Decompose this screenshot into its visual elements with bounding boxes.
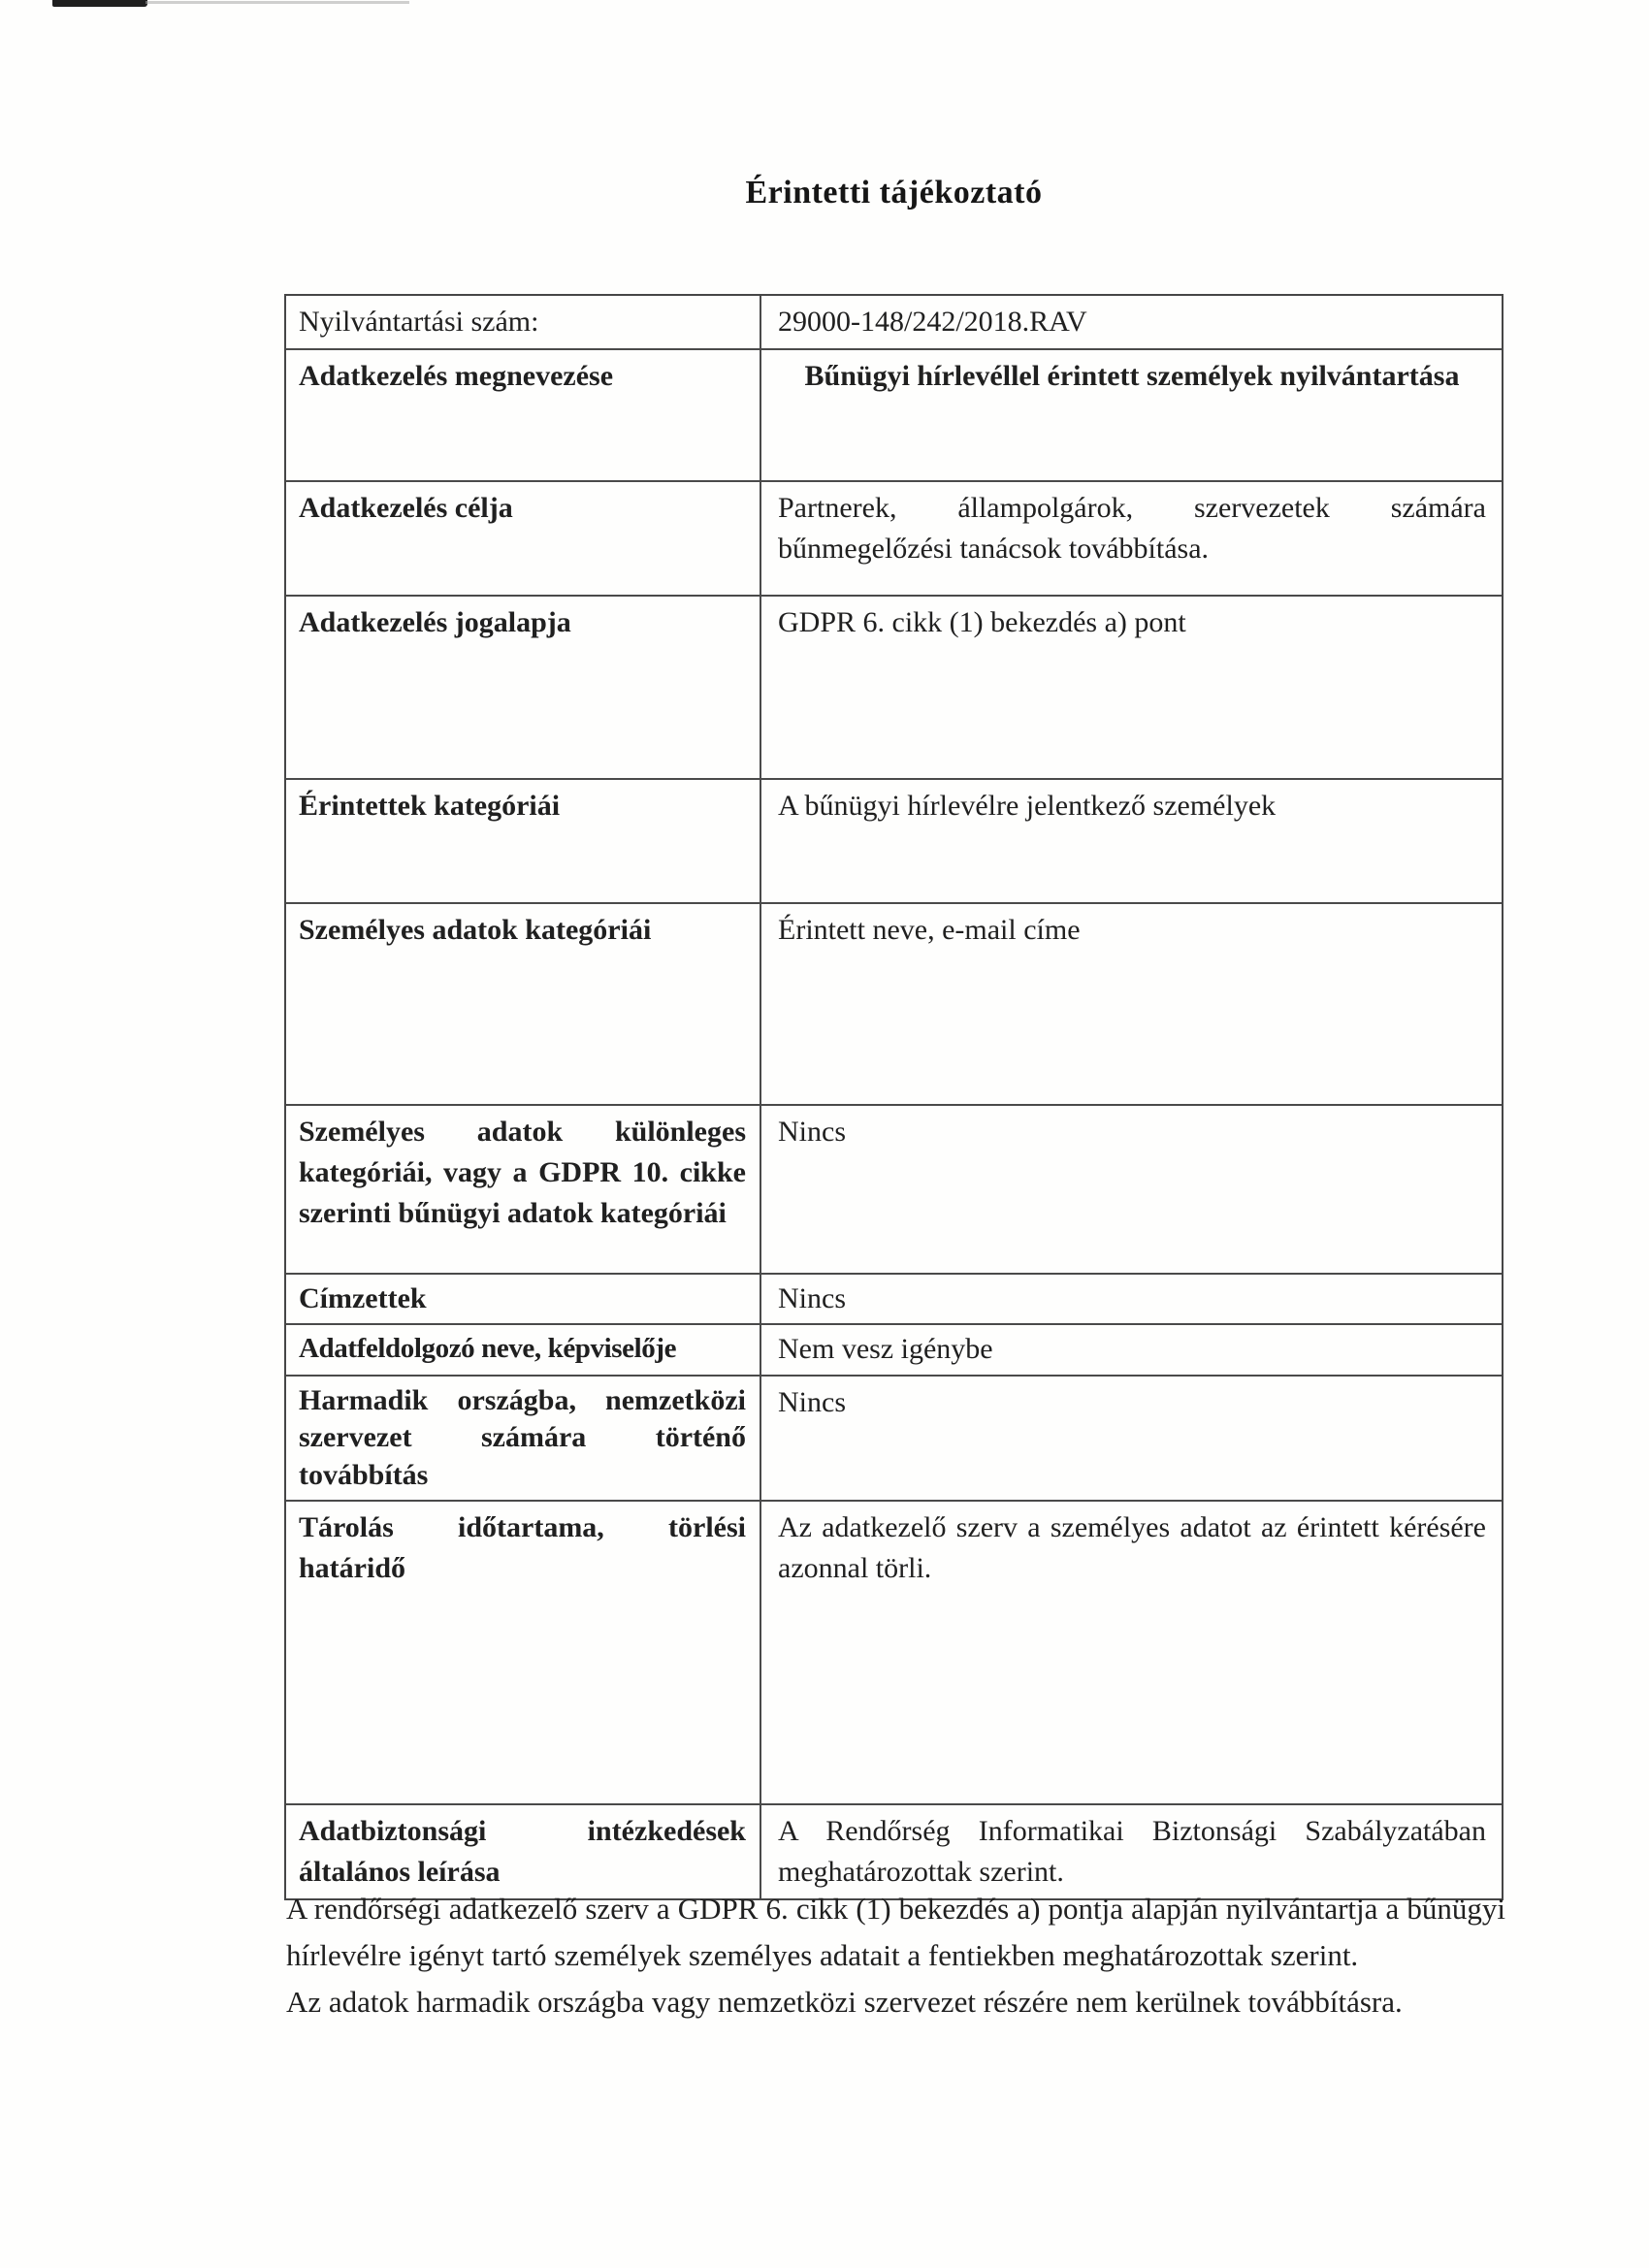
row-label-special-data-categories: Személyes adatok különleges kategóriái, vagy a GDPR 10. cikke szerinti bűnügyi adatok kategóriái (286, 1106, 761, 1273)
row-label-recipients: Címzettek (286, 1275, 761, 1323)
row-value-data-subject-categories: A bűnügyi hírlevélre jelentkező személyek (778, 790, 1277, 822)
row-label-processing-purpose: Adatkezelés célja (286, 482, 761, 595)
document-title: Érintetti tájékoztató (745, 175, 1043, 211)
row-value-processing-purpose: Partnerek, állampolgárok, szervezetek számára bűnmegelőzési tanácsok továbbítása. (778, 492, 1486, 565)
closing-paragraph-no-transfer: Az adatok harmadik országba vagy nemzetközi szervezet részére nem kerülnek továbbításra. (286, 1985, 1403, 2020)
table-row-third-country-transfer (286, 1377, 1502, 1502)
row-value-data-processor: Nem vesz igénybe (778, 1333, 993, 1366)
table-row-legal-basis (286, 597, 1502, 780)
table-row-registration-number (286, 296, 1502, 350)
gdpr-info-table (284, 294, 1504, 1900)
row-value-processing-name: Bűnügyi hírlevéllel érintett személyek nyilvántartása (804, 360, 1460, 392)
row-value-storage-period: Az adatkezelő szerv a személyes adatot az érintett kérésére azonnal törli. (778, 1510, 1486, 1584)
row-label-data-processor: Adatfeldolgozó neve, képviselője (286, 1325, 761, 1374)
closing-paragraph-registration: A rendőrségi adatkezelő szerv a GDPR 6. cikk (1) bekezdés a) pontja alapján nyilvántartja a bűnügyi hírlevélre igényt tartó személyek személyes adatait a fentiekben meghatározottak szerint. (286, 1892, 1505, 1973)
table-row-security-measures (286, 1805, 1502, 1898)
row-label-processing-name: Adatkezelés megnevezése (286, 350, 761, 480)
row-label-registration-number: Nyilvántartási szám: (286, 296, 761, 348)
row-value-recipients: Nincs (778, 1282, 846, 1314)
scan-artifact-faint-line (146, 1, 409, 4)
closing-paragraphs (286, 1886, 1505, 2025)
row-label-security-measures: Adatbiztonsági intézkedések általános leírása (286, 1805, 761, 1898)
table-row-processing-name (286, 350, 1502, 482)
row-label-third-country-transfer: Harmadik országba, nemzetközi szervezet számára történő továbbítás (286, 1377, 761, 1500)
row-value-security-measures: A Rendőrség Informatikai Biztonsági Szabályzatában meghatározottak szerint. (778, 1814, 1486, 1888)
table-row-data-processor (286, 1325, 1502, 1376)
row-value-third-country-transfer: Nincs (778, 1385, 846, 1418)
row-label-data-subject-categories: Érintettek kategóriái (286, 780, 761, 902)
row-label-storage-period: Tárolás időtartama, törlési határidő (286, 1502, 761, 1803)
table-row-data-subject-categories (286, 780, 1502, 904)
row-value-legal-basis: GDPR 6. cikk (1) bekezdés a) pont (778, 606, 1186, 638)
row-value-registration-number: 29000-148/242/2018.RAV (778, 306, 1087, 338)
scan-artifact-dark-mark (52, 0, 147, 7)
table-row-storage-period (286, 1502, 1502, 1805)
row-value-personal-data-categories: Érintett neve, e-mail címe (778, 914, 1081, 946)
row-value-special-data-categories: Nincs (778, 1116, 846, 1148)
table-row-special-data-categories (286, 1106, 1502, 1275)
table-row-recipients (286, 1275, 1502, 1325)
row-label-legal-basis: Adatkezelés jogalapja (286, 597, 761, 778)
row-label-personal-data-categories: Személyes adatok kategóriái (286, 904, 761, 1104)
table-row-processing-purpose (286, 482, 1502, 597)
table-row-personal-data-categories (286, 904, 1502, 1106)
